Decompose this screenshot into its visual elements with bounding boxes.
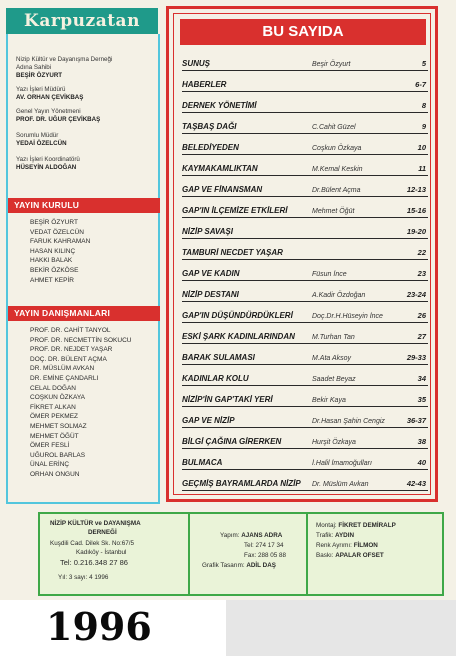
advisor-member: UĞUROL BARLAS — [30, 451, 86, 459]
toc-author: M.Turhan Tan — [312, 334, 355, 341]
print-name: APALAR OFSET — [335, 552, 384, 559]
toc-row[interactable] — [182, 159, 428, 176]
toc-page: 12-13 — [406, 185, 426, 194]
toc-page: 42-43 — [406, 479, 426, 488]
board-member: VEDAT ÖZELCÜN — [30, 228, 84, 236]
toc-row[interactable] — [182, 180, 428, 197]
print-label: Baskı: — [316, 552, 334, 559]
toc-title: KAYMAKAMLIKTAN — [182, 164, 258, 173]
publisher-name: PROF. DR. UĞUR ÇEVİKBAŞ — [16, 116, 101, 123]
advisor-member: DR. MÜSLÜM AVKAN — [30, 365, 95, 373]
left-column — [6, 34, 160, 504]
toc-page: 23 — [417, 269, 426, 278]
toc-row[interactable] — [182, 348, 428, 365]
montaj-name: FİKRET DEMİRALP — [338, 522, 396, 529]
agency-name: AJANS ADRA — [241, 532, 283, 539]
toc-row[interactable] — [182, 75, 428, 92]
publisher-coordinator — [16, 156, 166, 172]
advisor-member: ÜNAL ERİNÇ — [30, 461, 70, 469]
advisor-member: COŞKUN ÖZKAYA — [30, 394, 86, 402]
toc-title: GAP'IN İLÇEMİZE ETKİLERİ — [182, 206, 288, 215]
toc-title: GEÇMİŞ BAYRAMLARDA NİZİP — [182, 479, 301, 488]
toc-page: 8 — [421, 101, 426, 110]
toc-row[interactable] — [182, 264, 428, 281]
toc-row[interactable] — [182, 453, 428, 470]
publisher-owner — [16, 56, 166, 80]
publisher-role: Sorumlu Müdür — [16, 132, 59, 139]
toc-page: 15-16 — [406, 206, 426, 215]
agency-tel: Tel: 274 17 34 — [244, 542, 284, 549]
agency-fax: Fax: 288 05 88 — [244, 552, 287, 559]
advisor-member: CELAL DOĞAN — [30, 384, 76, 392]
toc-row[interactable] — [182, 306, 428, 323]
toc-page: 26 — [417, 311, 426, 320]
toc-title: GAP'IN DÜŞÜNDÜRDÜKLERİ — [182, 311, 293, 320]
toc-title: NİZİP SAVAŞI — [182, 227, 233, 236]
publisher-name: BEŞİR ÖZYURT — [16, 72, 63, 79]
toc-title: GAP VE NİZİP — [182, 416, 235, 425]
contents-inner-frame — [173, 13, 431, 495]
board-member: HAKKI BALAK — [30, 257, 73, 265]
toc-page: 6-7 — [415, 80, 426, 89]
toc-author: Mehmet Öğüt — [312, 208, 355, 215]
toc-row[interactable] — [182, 411, 428, 428]
toc-author: C.Cahit Güzel — [312, 124, 356, 131]
toc-page: 40 — [417, 458, 426, 467]
address-city: Kadıköy - İstanbul — [76, 549, 127, 556]
publisher-name: HÜSEYİN ALDOĞAN — [16, 164, 77, 171]
toc-page: 36-37 — [406, 416, 426, 425]
toc-page: 38 — [417, 437, 426, 446]
toc-row[interactable] — [182, 96, 428, 113]
toc-page: 10 — [417, 143, 426, 152]
toc-row[interactable] — [182, 285, 428, 302]
board-member: AHMET KEPİR — [30, 276, 74, 284]
toc-title: BELEDİYEDEN — [182, 143, 239, 152]
toc-page: 35 — [417, 395, 426, 404]
toc-title: NİZİP'İN GAP'TAKİ YERİ — [182, 395, 273, 404]
board-member: BEKİR ÖZKÖSE — [30, 266, 79, 274]
toc-author: M.Ata Aksoy — [312, 355, 352, 362]
toc-row[interactable] — [182, 243, 428, 260]
toc-title: SUNUŞ — [182, 59, 211, 68]
toc-title: GAP VE KADIN — [182, 269, 240, 278]
advisor-member: FİKRET ALKAN — [30, 403, 76, 411]
publisher-director — [16, 108, 166, 124]
design-name: ADİL DAŞ — [246, 562, 276, 569]
advisor-member: DR. EMİNE ÇANDARLI — [30, 374, 99, 382]
board-member: FARUK KAHRAMAN — [30, 238, 91, 246]
publisher-name: YEDAİ ÖZELCÜN — [16, 140, 67, 147]
phone: Tel: 0.216.348 27 86 — [60, 558, 128, 567]
advisor-member: ORHAN ONGUN — [30, 470, 80, 478]
toc-author: Dr.Bülent Açma — [312, 187, 361, 194]
issue-info: Yıl: 3 sayı: 4 1996 — [58, 574, 109, 581]
toc-title: HABERLER — [182, 80, 227, 89]
toc-author: Dr.Hasan Şahin Cengiz — [312, 418, 385, 425]
toc-row[interactable] — [182, 222, 428, 239]
toc-author: İ.Halil İmamoğulları — [312, 460, 372, 467]
toc-page: 5 — [421, 59, 426, 68]
masthead-title: Karpuzatan — [24, 11, 140, 31]
toc-title: ESKİ ŞARK KADINLARINDAN — [182, 332, 295, 341]
imprint-box — [38, 512, 444, 596]
design-label: Grafik Tasarım: — [202, 562, 245, 569]
traffic-name: AYDIN — [335, 532, 355, 539]
toc-author: Bekir Kaya — [312, 397, 346, 404]
color-label: Renk Ayrımı: — [316, 542, 352, 549]
publisher-editor — [16, 86, 166, 102]
toc-title: DERNEK YÖNETİMİ — [182, 101, 257, 110]
traffic-label: Trafik: — [316, 532, 334, 539]
bottom-gray-area — [226, 600, 456, 656]
toc-author: M.Kemal Keskin — [312, 166, 363, 173]
toc-author: Saadet Beyaz — [312, 376, 356, 383]
toc-row[interactable] — [182, 432, 428, 449]
address-line: Kuşdili Cad. Dilek Sk. No:67/5 — [50, 540, 134, 547]
advisor-member: DOÇ. DR. BÜLENT AÇMA — [30, 355, 107, 363]
publisher-role: Nizip Kültür ve Dayanışma Derneği — [16, 56, 113, 63]
association-name: NİZİP KÜLTÜR ve DAYANIŞMA — [50, 520, 141, 527]
year-label: 1996 — [46, 604, 152, 649]
toc-page: 27 — [417, 332, 426, 341]
advisor-member: PROF. DR. NEJDET YAŞAR — [30, 346, 113, 354]
publisher-role: Genel Yayın Yönetmeni — [16, 108, 81, 115]
advisor-member: MEHMET ÖĞÜT — [30, 432, 79, 440]
toc-row[interactable] — [182, 369, 428, 386]
toc-row[interactable] — [182, 474, 428, 491]
toc-title: TAMBURİ NECDET YAŞAR — [182, 248, 283, 257]
toc-row[interactable] — [182, 138, 428, 155]
advisor-member: PROF. DR. NECMETTİN SOKUCU — [30, 336, 132, 344]
advisors-heading: YAYIN DANIŞMANLARI — [8, 306, 160, 321]
agency-label: Yapım: — [220, 532, 240, 539]
toc-page: 9 — [421, 122, 426, 131]
toc-title: TAŞBAŞ DAĞI — [182, 122, 237, 131]
imprint-production — [190, 514, 308, 594]
toc-page: 11 — [418, 164, 426, 173]
advisor-member: ÖMER PEKMEZ — [30, 413, 79, 421]
advisors-list — [30, 326, 160, 480]
contents-panel — [166, 6, 438, 502]
publisher-manager — [16, 132, 166, 148]
toc-author: Füsun İnce — [312, 271, 347, 278]
board-member: BEŞİR ÖZYURT — [30, 219, 78, 226]
publisher-role-2: Adına Sahibi — [16, 64, 52, 71]
publisher-name: AV. ORHAN ÇEVİKBAŞ — [16, 94, 84, 101]
toc-title: NİZİP DESTANI — [182, 290, 239, 299]
montaj-label: Montaj: — [316, 522, 337, 529]
advisor-member: ÖMER FESLİ — [30, 442, 70, 450]
advisor-member: PROF. DR. CAHİT TANYOL — [30, 327, 111, 334]
toc-page: 22 — [417, 248, 426, 257]
toc-page: 34 — [417, 374, 426, 383]
toc-row[interactable] — [182, 54, 428, 71]
toc-author: Coşkun Özkaya — [312, 145, 362, 152]
publisher-role: Yazı İşleri Müdürü — [16, 86, 66, 93]
toc-page: 19-20 — [406, 227, 426, 236]
toc-title: KADINLAR KOLU — [182, 374, 249, 383]
toc-author: Dr. Müslüm Avkan — [312, 481, 369, 488]
board-member: HASAN KILINÇ — [30, 247, 76, 255]
toc-row[interactable] — [182, 327, 428, 344]
toc-title: BULMACA — [182, 458, 223, 467]
contents-header: BU SAYIDA — [180, 19, 426, 45]
toc-author: A.Kadir Özdoğan — [312, 292, 366, 299]
imprint-association — [40, 514, 190, 594]
toc-title: BARAK SULAMASI — [182, 353, 255, 362]
publisher-role: Yazı İşleri Koordinatörü — [16, 156, 80, 163]
board-list — [30, 218, 160, 285]
toc-row[interactable] — [182, 117, 428, 134]
toc-page: 29-33 — [406, 353, 426, 362]
board-heading: YAYIN KURULU — [8, 198, 160, 213]
toc-author: Beşir Özyurt — [312, 61, 351, 68]
toc-author: Doç.Dr.H.Hüseyin İnce — [312, 313, 383, 320]
color-name: FİLMON — [353, 542, 378, 549]
toc-row[interactable] — [182, 201, 428, 218]
toc-title: GAP VE FİNANSMAN — [182, 185, 263, 194]
toc-row[interactable] — [182, 390, 428, 407]
imprint-print — [308, 514, 444, 594]
toc-page: 23-24 — [406, 290, 426, 299]
masthead — [6, 8, 158, 34]
association-name-2: DERNEĞİ — [88, 529, 117, 536]
advisor-member: MEHMET SOLMAZ — [30, 422, 87, 430]
toc-title: BİLGİ ÇAĞINA GİRERKEN — [182, 437, 282, 446]
toc-author: Hurşit Özkaya — [312, 439, 356, 446]
